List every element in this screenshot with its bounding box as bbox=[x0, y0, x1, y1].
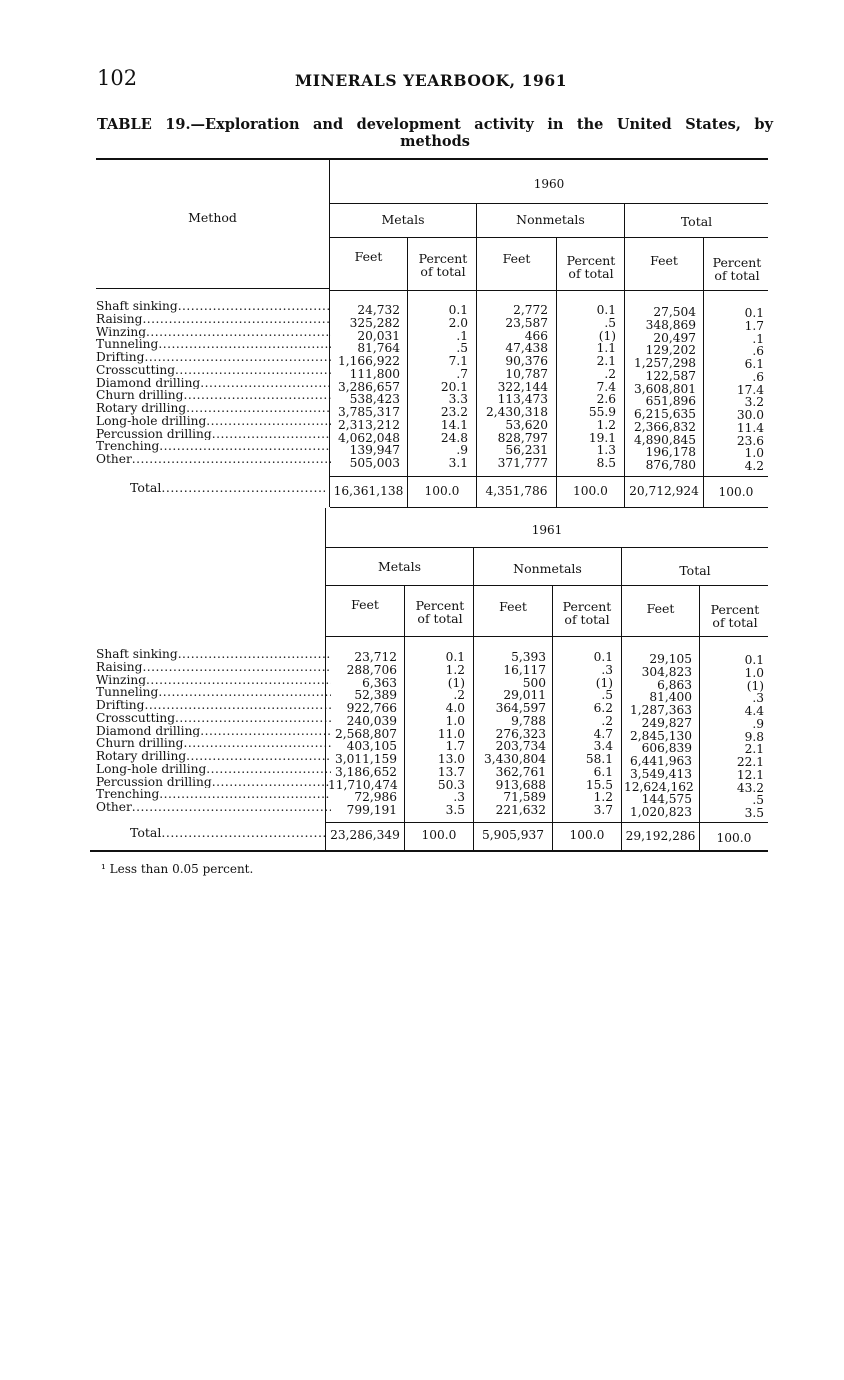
total-feet-column bbox=[624, 653, 692, 819]
value-cell: 9,788 bbox=[511, 713, 546, 728]
value-cell: 11,710,474 bbox=[328, 777, 398, 792]
value-cell: 1.3 bbox=[596, 443, 616, 458]
divider bbox=[326, 547, 768, 548]
page-number: 102 bbox=[97, 66, 138, 90]
table-title-line-2: methods bbox=[400, 133, 470, 150]
metals-percent-column bbox=[407, 651, 465, 817]
value-cell: 304,823 bbox=[641, 664, 692, 679]
method-label: Long-hole drilling ..... bbox=[96, 415, 331, 428]
value-cell: 4.7 bbox=[593, 726, 613, 741]
value-cell: 14.1 bbox=[440, 417, 468, 432]
value-cell: 288,706 bbox=[346, 662, 397, 677]
method-labels bbox=[96, 300, 331, 466]
value-cell: 466 bbox=[524, 328, 548, 343]
value-cell: 221,632 bbox=[495, 803, 546, 817]
value-cell: .7 bbox=[456, 366, 468, 381]
value-cell: 2,568,807 bbox=[334, 726, 397, 741]
value-cell: .3 bbox=[453, 790, 465, 805]
value-cell: (1) bbox=[598, 328, 616, 343]
value-cell: .5 bbox=[601, 688, 613, 703]
total-cell: 100.0 bbox=[421, 828, 457, 842]
value-cell: 651,896 bbox=[645, 394, 696, 409]
value-cell: (1) bbox=[447, 675, 465, 690]
column-heading-percent: Percent of total bbox=[712, 255, 762, 283]
total-row-label bbox=[130, 480, 325, 495]
value-cell: 3,608,801 bbox=[633, 381, 696, 396]
value-cell: 3.3 bbox=[448, 392, 468, 407]
divider bbox=[326, 636, 768, 637]
column-heading-percent: Percent of total bbox=[415, 598, 465, 626]
value-cell: .5 bbox=[752, 793, 764, 808]
value-cell: 15.5 bbox=[585, 777, 613, 792]
method-label: Churn drilling ..... bbox=[96, 737, 331, 750]
value-cell: 6.1 bbox=[593, 764, 613, 779]
value-cell: 0.1 bbox=[593, 650, 613, 664]
value-cell: 122,587 bbox=[645, 368, 696, 383]
value-cell: 1.2 bbox=[596, 417, 616, 432]
value-cell: 1.1 bbox=[596, 341, 616, 356]
value-cell: 1,287,363 bbox=[629, 703, 692, 717]
value-cell: 371,777 bbox=[497, 456, 548, 470]
total-cell: 100.0 bbox=[718, 485, 754, 499]
method-label: Diamond drilling ..... bbox=[96, 377, 331, 390]
total-percent-column bbox=[706, 307, 764, 473]
value-cell: 29,011 bbox=[503, 688, 546, 703]
value-cell: .9 bbox=[456, 443, 468, 458]
value-cell: 50.3 bbox=[437, 777, 465, 792]
method-label: Long-hole drilling ..... bbox=[96, 763, 331, 776]
value-cell: 2.1 bbox=[744, 742, 764, 757]
divider bbox=[556, 238, 557, 507]
footnote: ¹ Less than 0.05 percent. bbox=[101, 862, 254, 876]
value-cell: 23,587 bbox=[505, 315, 548, 330]
value-cell: 5,393 bbox=[511, 650, 546, 664]
value-cell: 3,549,413 bbox=[629, 766, 692, 781]
divider bbox=[330, 203, 768, 204]
nonmetals-feet-column bbox=[476, 651, 546, 817]
total-cell: 20,712,924 bbox=[629, 484, 699, 498]
nonmetals-feet-column bbox=[480, 304, 548, 470]
value-cell: 196,178 bbox=[645, 445, 696, 460]
value-cell: 23.2 bbox=[440, 405, 468, 419]
group-heading-total: Total bbox=[679, 563, 711, 578]
value-cell: 47,438 bbox=[505, 341, 548, 356]
value-cell: 3,286,657 bbox=[337, 379, 400, 394]
value-cell: .1 bbox=[752, 331, 764, 346]
value-cell: 30.0 bbox=[736, 408, 764, 422]
value-cell: .5 bbox=[604, 315, 616, 330]
value-cell: 17.4 bbox=[736, 382, 764, 397]
method-label: Raising ..... bbox=[96, 661, 331, 674]
value-cell: 348,869 bbox=[645, 317, 696, 332]
value-cell: 24,732 bbox=[357, 303, 400, 317]
column-heading-percent: Percent of total bbox=[566, 253, 616, 281]
value-cell: 6,863 bbox=[657, 677, 692, 692]
value-cell: 505,003 bbox=[349, 456, 400, 470]
total-cell: 4,351,786 bbox=[485, 484, 548, 498]
divider bbox=[699, 586, 700, 850]
method-label: Diamond drilling ..... bbox=[96, 725, 331, 738]
total-cell: 100.0 bbox=[424, 484, 460, 498]
divider bbox=[552, 586, 553, 850]
method-label: Shaft sinking ..... bbox=[96, 648, 331, 661]
value-cell: 4,890,845 bbox=[633, 432, 696, 447]
value-cell: 828,797 bbox=[497, 430, 548, 445]
method-label: Percussion drilling ..... bbox=[96, 776, 331, 789]
group-heading-nonmetals: Nonmetals bbox=[513, 561, 582, 576]
value-cell: .9 bbox=[752, 716, 764, 731]
group-heading-nonmetals: Nonmetals bbox=[516, 212, 585, 227]
value-cell: 13.7 bbox=[437, 764, 465, 779]
total-cell: 100.0 bbox=[569, 828, 605, 842]
value-cell: 0.1 bbox=[744, 653, 764, 667]
value-cell: 2,845,130 bbox=[629, 728, 692, 743]
divider bbox=[624, 204, 625, 507]
bottom-rule bbox=[90, 850, 768, 852]
value-cell: 113,473 bbox=[497, 392, 548, 407]
value-cell: 922,766 bbox=[346, 701, 397, 715]
nonmetals-percent-column bbox=[555, 651, 613, 817]
group-heading-metals: Metals bbox=[377, 559, 422, 574]
value-cell: 325,282 bbox=[349, 315, 400, 330]
total-cell: 23,286,349 bbox=[330, 828, 400, 842]
value-cell: 2,366,832 bbox=[633, 419, 696, 434]
method-label: Winzing ..... bbox=[96, 674, 331, 687]
value-cell: 12,624,162 bbox=[624, 779, 694, 794]
top-rule bbox=[96, 158, 768, 160]
column-heading-feet: Feet bbox=[502, 251, 531, 266]
method-label: Percussion drilling ..... bbox=[96, 428, 331, 441]
value-cell: 1,257,298 bbox=[633, 356, 696, 370]
method-label: Other ..... bbox=[96, 801, 331, 814]
value-cell: 139,947 bbox=[349, 443, 400, 458]
value-cell: 23.6 bbox=[736, 433, 764, 448]
value-cell: 2.1 bbox=[596, 354, 616, 368]
column-heading-feet: Feet bbox=[650, 253, 678, 268]
method-label: Tunneling ..... bbox=[96, 338, 331, 351]
value-cell: 3,430,804 bbox=[483, 752, 546, 766]
table-title-line-1: TABLE 19.—Exploration and development activity in the United States, by bbox=[97, 116, 773, 133]
value-cell: 276,323 bbox=[495, 726, 546, 741]
divider bbox=[476, 204, 477, 507]
value-cell: 20.1 bbox=[440, 379, 468, 394]
value-cell: 3,186,652 bbox=[334, 764, 397, 779]
value-cell: .5 bbox=[456, 341, 468, 356]
value-cell: 1.0 bbox=[744, 446, 764, 461]
value-cell: 10,787 bbox=[505, 366, 548, 381]
value-cell: .2 bbox=[601, 713, 613, 728]
value-cell: 0.1 bbox=[445, 650, 465, 664]
value-cell: 203,734 bbox=[495, 739, 546, 754]
value-cell: 3,785,317 bbox=[337, 405, 400, 419]
value-cell: (1) bbox=[595, 675, 613, 690]
stub-heading-rule bbox=[96, 288, 329, 289]
total-feet-column bbox=[628, 306, 696, 472]
value-cell: 799,191 bbox=[346, 803, 397, 817]
value-cell: 4.0 bbox=[445, 701, 465, 715]
total-row-label bbox=[130, 825, 325, 840]
value-cell: 3.5 bbox=[744, 806, 764, 820]
total-cell: 100.0 bbox=[573, 484, 608, 498]
value-cell: 11.4 bbox=[736, 420, 764, 435]
method-label: Shaft sinking ..... bbox=[96, 300, 331, 313]
value-cell: 362,761 bbox=[495, 764, 546, 779]
total-label-text: Total ..... bbox=[130, 825, 325, 840]
value-cell: 1.0 bbox=[744, 665, 764, 680]
value-cell: 19.1 bbox=[588, 430, 616, 445]
value-cell: 606,839 bbox=[641, 741, 692, 756]
column-heading-feet: Feet bbox=[351, 597, 379, 612]
value-cell: 55.9 bbox=[588, 405, 616, 419]
divider bbox=[473, 548, 474, 850]
value-cell: 1.7 bbox=[744, 318, 764, 333]
divider bbox=[404, 586, 405, 850]
column-heading-percent: Percent of total bbox=[562, 599, 612, 627]
value-cell: 56,231 bbox=[505, 443, 548, 458]
value-cell: 24.8 bbox=[440, 430, 468, 445]
value-cell: 0.1 bbox=[596, 303, 616, 317]
value-cell: 22.1 bbox=[736, 755, 764, 769]
value-cell: 6,363 bbox=[362, 675, 397, 690]
value-cell: 3.5 bbox=[445, 803, 465, 817]
total-cell: 5,905,937 bbox=[481, 828, 545, 842]
value-cell: 4.4 bbox=[744, 704, 764, 718]
value-cell: 72,986 bbox=[354, 790, 397, 805]
year-heading: 1960 bbox=[533, 177, 565, 191]
value-cell: 27,504 bbox=[653, 305, 696, 319]
value-cell: 322,144 bbox=[497, 379, 548, 394]
method-label: Tunneling ..... bbox=[96, 686, 331, 699]
total-cell: 29,192,286 bbox=[625, 829, 696, 843]
value-cell: 9.8 bbox=[744, 729, 764, 744]
method-labels bbox=[96, 648, 331, 814]
method-label: Drifting ..... bbox=[96, 699, 331, 712]
value-cell: 876,780 bbox=[645, 458, 696, 472]
value-cell: 3.7 bbox=[593, 803, 613, 817]
year-heading: 1961 bbox=[531, 523, 563, 537]
value-cell: 81,400 bbox=[649, 690, 692, 705]
value-cell: 1.2 bbox=[593, 790, 613, 805]
value-cell: 11.0 bbox=[437, 726, 465, 741]
value-cell: .2 bbox=[604, 366, 616, 381]
value-cell: 6,215,635 bbox=[633, 407, 696, 421]
value-cell: .2 bbox=[453, 688, 465, 703]
value-cell: 43.2 bbox=[736, 780, 764, 795]
divider bbox=[326, 585, 768, 586]
value-cell: 16,117 bbox=[503, 662, 546, 677]
column-heading-feet: Feet bbox=[354, 249, 383, 264]
value-cell: 249,827 bbox=[641, 715, 692, 730]
value-cell: 29,105 bbox=[649, 652, 692, 666]
value-cell: 2.6 bbox=[596, 392, 616, 407]
value-cell: 20,031 bbox=[357, 328, 400, 343]
method-label: Crosscutting ..... bbox=[96, 364, 331, 377]
method-label: Trenching ..... bbox=[96, 788, 331, 801]
value-cell: 58.1 bbox=[585, 752, 613, 766]
column-heading-percent: Percent of total bbox=[710, 602, 760, 630]
value-cell: 1,020,823 bbox=[629, 805, 692, 819]
value-cell: 129,202 bbox=[645, 343, 696, 358]
method-label: Raising ..... bbox=[96, 313, 331, 326]
column-heading-feet: Feet bbox=[646, 601, 675, 616]
value-cell: 8.5 bbox=[596, 456, 616, 470]
value-cell: 403,105 bbox=[346, 739, 397, 754]
divider bbox=[326, 822, 768, 823]
method-label: Crosscutting ..... bbox=[96, 712, 331, 725]
value-cell: 111,800 bbox=[349, 366, 400, 381]
group-heading-total: Total bbox=[680, 214, 713, 229]
method-label: Other ..... bbox=[96, 453, 331, 466]
value-cell: 2,313,212 bbox=[337, 417, 400, 432]
total-cell: 100.0 bbox=[716, 831, 752, 845]
method-label: Churn drilling ..... bbox=[96, 389, 331, 402]
value-cell: 13.0 bbox=[437, 752, 465, 766]
value-cell: 2.0 bbox=[448, 315, 468, 330]
value-cell: 3,011,159 bbox=[334, 752, 397, 766]
method-label: Trenching ..... bbox=[96, 440, 331, 453]
value-cell: 7.1 bbox=[448, 354, 468, 368]
value-cell: .3 bbox=[752, 691, 764, 706]
value-cell: 4.2 bbox=[744, 459, 764, 473]
method-label: Rotary drilling ..... bbox=[96, 750, 331, 763]
value-cell: 3.2 bbox=[744, 395, 764, 410]
value-cell: 90,376 bbox=[505, 354, 548, 368]
value-cell: 4,062,048 bbox=[337, 430, 400, 445]
running-title: MINERALS YEARBOOK, 1961 bbox=[295, 71, 568, 90]
divider bbox=[703, 238, 704, 507]
group-heading-metals: Metals bbox=[381, 212, 425, 227]
value-cell: (1) bbox=[746, 678, 764, 693]
value-cell: 6.2 bbox=[593, 701, 613, 715]
value-cell: 1.0 bbox=[445, 713, 465, 728]
table-title bbox=[97, 116, 773, 150]
total-percent-column bbox=[704, 654, 764, 820]
value-cell: 1,166,922 bbox=[337, 354, 400, 368]
value-cell: 0.1 bbox=[744, 306, 764, 320]
value-cell: 500 bbox=[522, 675, 546, 690]
metals-feet-column bbox=[328, 651, 397, 817]
column-heading-feet: Feet bbox=[499, 599, 527, 614]
method-label: Winzing ..... bbox=[96, 326, 331, 339]
method-label: Drifting ..... bbox=[96, 351, 331, 364]
total-label-text: Total ..... bbox=[130, 480, 325, 495]
total-cell: 16,361,138 bbox=[333, 484, 404, 498]
value-cell: 53,620 bbox=[505, 417, 548, 432]
value-cell: 240,039 bbox=[346, 713, 397, 728]
value-cell: 144,575 bbox=[641, 792, 692, 807]
value-cell: 913,688 bbox=[495, 777, 546, 792]
value-cell: 7.4 bbox=[596, 379, 616, 394]
divider bbox=[330, 507, 768, 508]
divider bbox=[330, 476, 768, 477]
metals-feet-column bbox=[332, 304, 400, 470]
value-cell: 3.4 bbox=[593, 739, 613, 754]
value-cell: 6,441,963 bbox=[629, 754, 692, 768]
value-cell: 23,712 bbox=[354, 650, 397, 664]
value-cell: 12.1 bbox=[736, 767, 764, 782]
method-label: Rotary drilling ..... bbox=[96, 402, 331, 415]
value-cell: 1.7 bbox=[445, 739, 465, 754]
stub-heading: Method bbox=[188, 210, 237, 225]
value-cell: .1 bbox=[456, 328, 468, 343]
column-heading-percent: Percent of total bbox=[418, 251, 468, 279]
value-cell: 538,423 bbox=[349, 392, 400, 407]
value-cell: .6 bbox=[752, 369, 764, 384]
value-cell: 81,764 bbox=[357, 341, 400, 356]
divider bbox=[407, 238, 408, 507]
value-cell: 364,597 bbox=[495, 701, 546, 715]
nonmetals-percent-column bbox=[558, 304, 616, 470]
value-cell: 20,497 bbox=[653, 330, 696, 345]
metals-percent-column bbox=[410, 304, 468, 470]
value-cell: 2,772 bbox=[513, 303, 548, 317]
value-cell: 1.2 bbox=[445, 662, 465, 677]
value-cell: 0.1 bbox=[448, 303, 468, 317]
value-cell: 52,389 bbox=[354, 688, 397, 703]
page-header bbox=[97, 66, 777, 96]
value-cell: .6 bbox=[752, 344, 764, 359]
value-cell: 6.1 bbox=[744, 357, 764, 371]
value-cell: .3 bbox=[601, 662, 613, 677]
value-cell: 2,430,318 bbox=[485, 405, 548, 419]
value-cell: 3.1 bbox=[448, 456, 468, 470]
divider bbox=[621, 548, 622, 850]
value-cell: 71,589 bbox=[503, 790, 546, 805]
